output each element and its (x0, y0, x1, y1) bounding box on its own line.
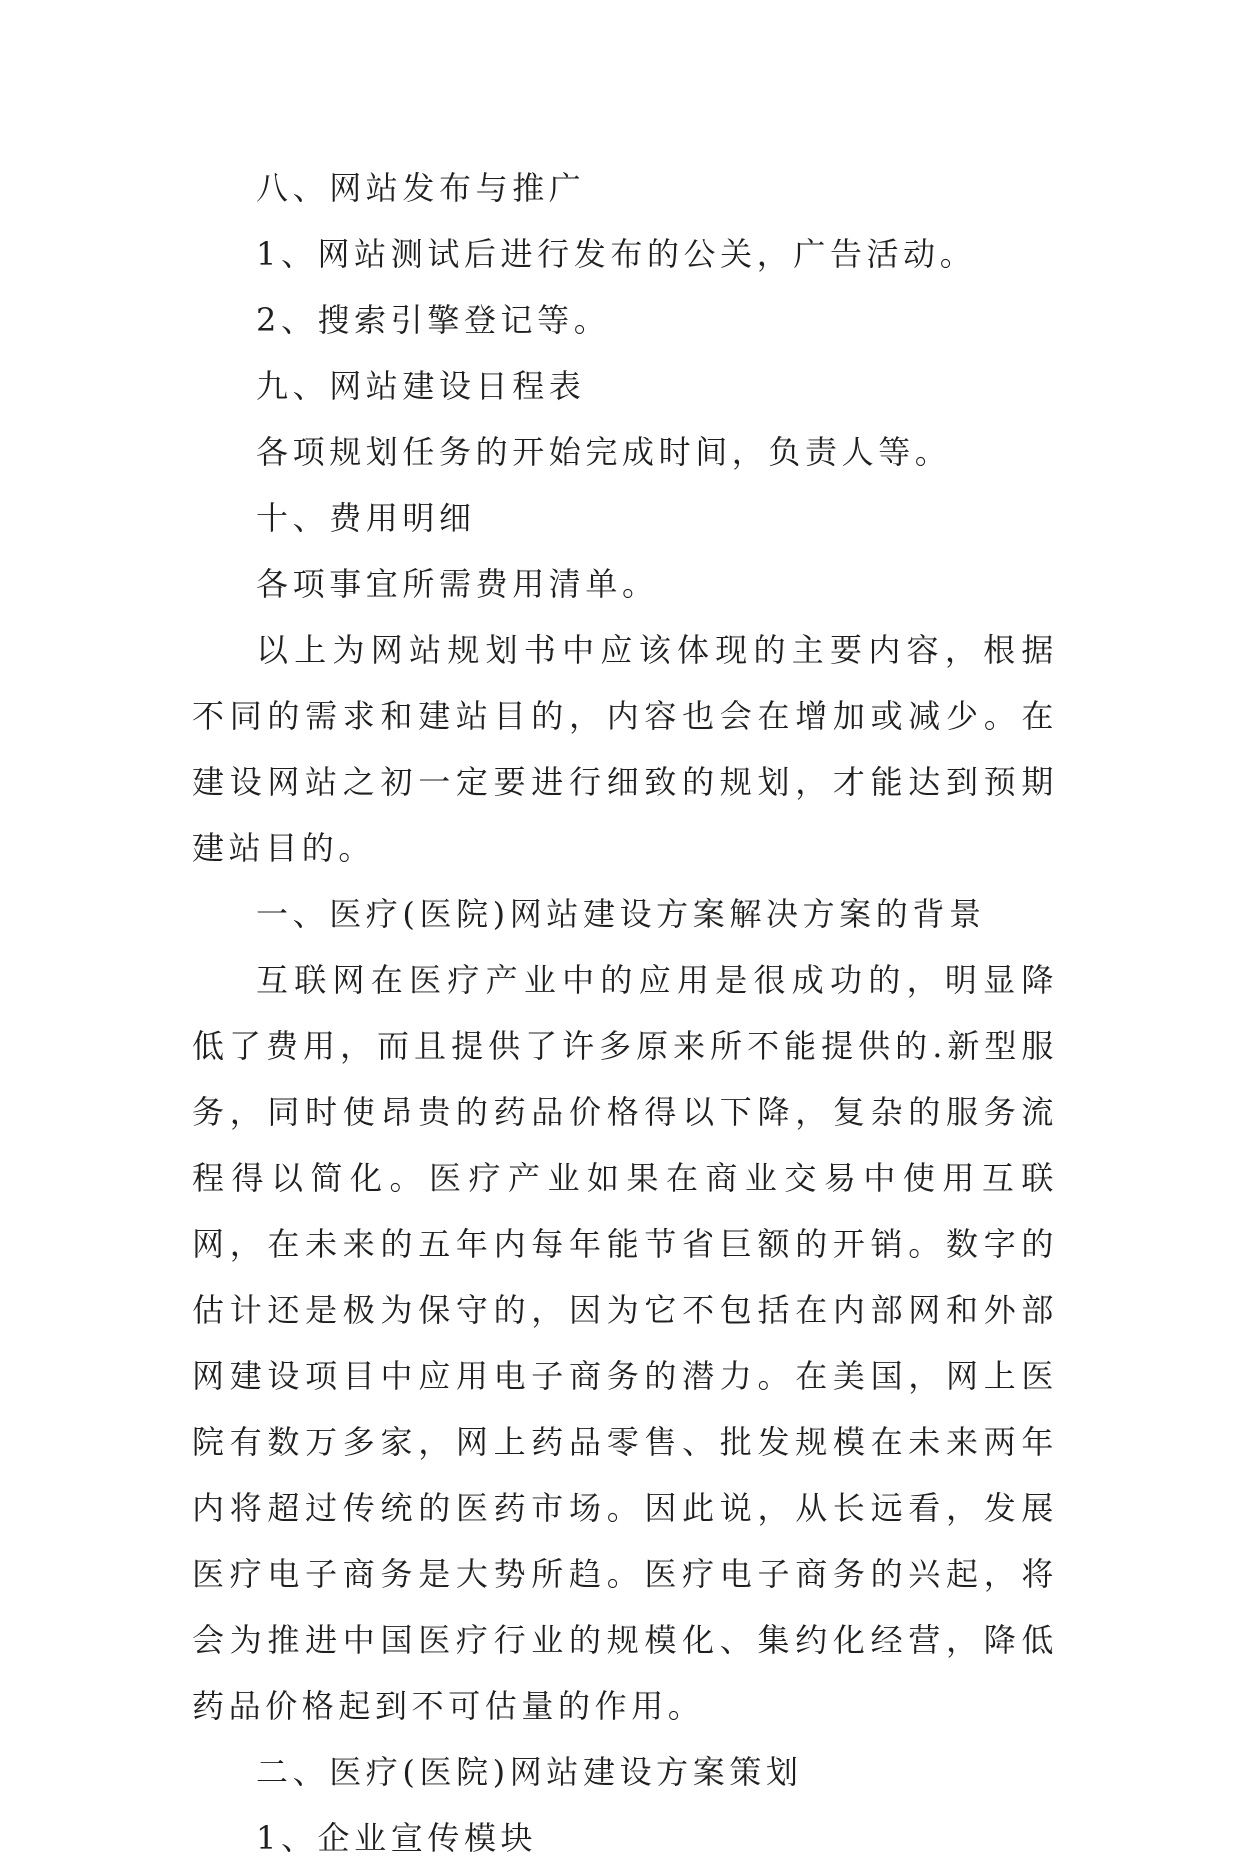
document-body (192, 155, 1058, 1871)
list-item: 1、网站测试后进行发布的公关，广告活动。 (256, 235, 977, 273)
heading-planning: 二、医疗(医院)网站建设方案策划 (256, 1753, 803, 1791)
heading-schedule: 九、网站建设日程表 (256, 367, 586, 405)
list-item: 2、搜索引擎登记等。 (256, 301, 611, 339)
paragraph: 各项事宜所需费用清单。 (256, 565, 659, 603)
paragraph: 以上为网站规划书中应该体现的主要内容，根据不同的需求和建站目的，内容也会在增加或减少。在建设网站之初一定要进行细致的规划，才能达到预期建站目的。 (192, 631, 1058, 867)
paragraph: 各项规划任务的开始完成时间，负责人等。 (256, 433, 952, 471)
heading-background: 一、医疗(医院)网站建设方案解决方案的背景 (256, 895, 986, 933)
heading-cost-details: 十、费用明细 (256, 499, 476, 537)
list-item: 1、企业宣传模块 (256, 1819, 538, 1857)
paragraph: 互联网在医疗产业中的应用是很成功的，明显降低了费用，而且提供了许多原来所不能提供的.新型服务，同时使昂贵的药品价格得以下降，复杂的服务流程得以简化。医疗产业如果在商业交易中使用互联网，在未来的五年内每年能节省巨额的开销。数字的估计还是极为保守的，因为它不包括在内部网和外部网建设项目中应用电子商务的潜力。在美国，网上医院有数万多家，网上药品零售、批发规模在未来两年内将超过传统的医药市场。因此说，从长远看，发展医疗电子商务是大势所趋。医疗电子商务的兴起，将会为推进中国医疗行业的规模化、集约化经营，降低药品价格起到不可估量的作用。 (192, 961, 1058, 1725)
heading-publish-promotion: 八、网站发布与推广 (256, 169, 586, 207)
